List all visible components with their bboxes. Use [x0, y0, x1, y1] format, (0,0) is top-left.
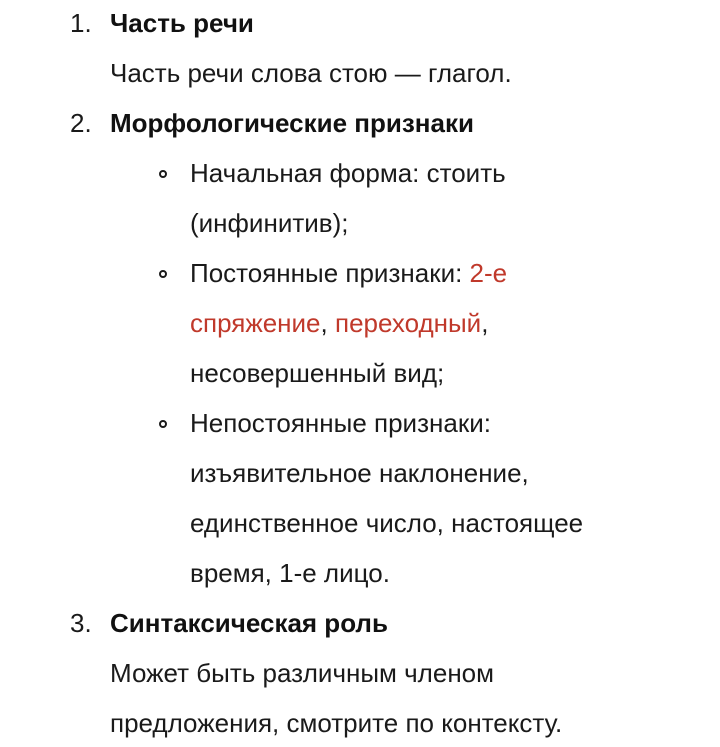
bullet-icon	[159, 420, 167, 428]
constant-features-line-1	[190, 258, 507, 288]
variable-features-line-4: время, 1-е лицо.	[190, 558, 390, 588]
bullet-icon	[159, 270, 167, 278]
separator: ,	[320, 308, 335, 338]
initial-form-line-1: Начальная форма: стоить	[190, 158, 506, 188]
section-number-1: 1.	[70, 8, 92, 38]
section-heading-syntax-role: Синтаксическая роль	[110, 608, 388, 638]
syntax-role-line-2: предложения, смотрите по контексту.	[110, 708, 563, 738]
variable-features-line-1: Непостоянные признаки:	[190, 408, 491, 438]
bullet-icon	[159, 170, 167, 178]
variable-features-line-2: изъявительное наклонение,	[190, 458, 529, 488]
conjugation-link[interactable]: 2-е	[469, 258, 508, 288]
syntax-role-line-1: Может быть различным членом	[110, 658, 495, 688]
constant-features-line-3: несовершенный вид;	[190, 358, 445, 388]
variable-features-line-3: единственное число, настоящее	[190, 508, 584, 538]
part-of-speech-text: Часть речи слова стою — глагол.	[110, 58, 512, 88]
transitive-link[interactable]: переходный	[334, 308, 482, 338]
section-number-3: 3.	[70, 608, 92, 638]
constant-features-label: Постоянные признаки:	[190, 258, 470, 288]
section-heading-part-of-speech: Часть речи	[110, 8, 254, 38]
initial-form-line-2: (инфинитив);	[190, 208, 349, 238]
section-number-2: 2.	[70, 108, 92, 138]
section-heading-morphology: Морфологические признаки	[110, 108, 474, 138]
separator-comma: ,	[481, 308, 489, 338]
conjugation-link-cont[interactable]: спряжение	[190, 308, 321, 338]
constant-features-line-2	[190, 308, 488, 338]
